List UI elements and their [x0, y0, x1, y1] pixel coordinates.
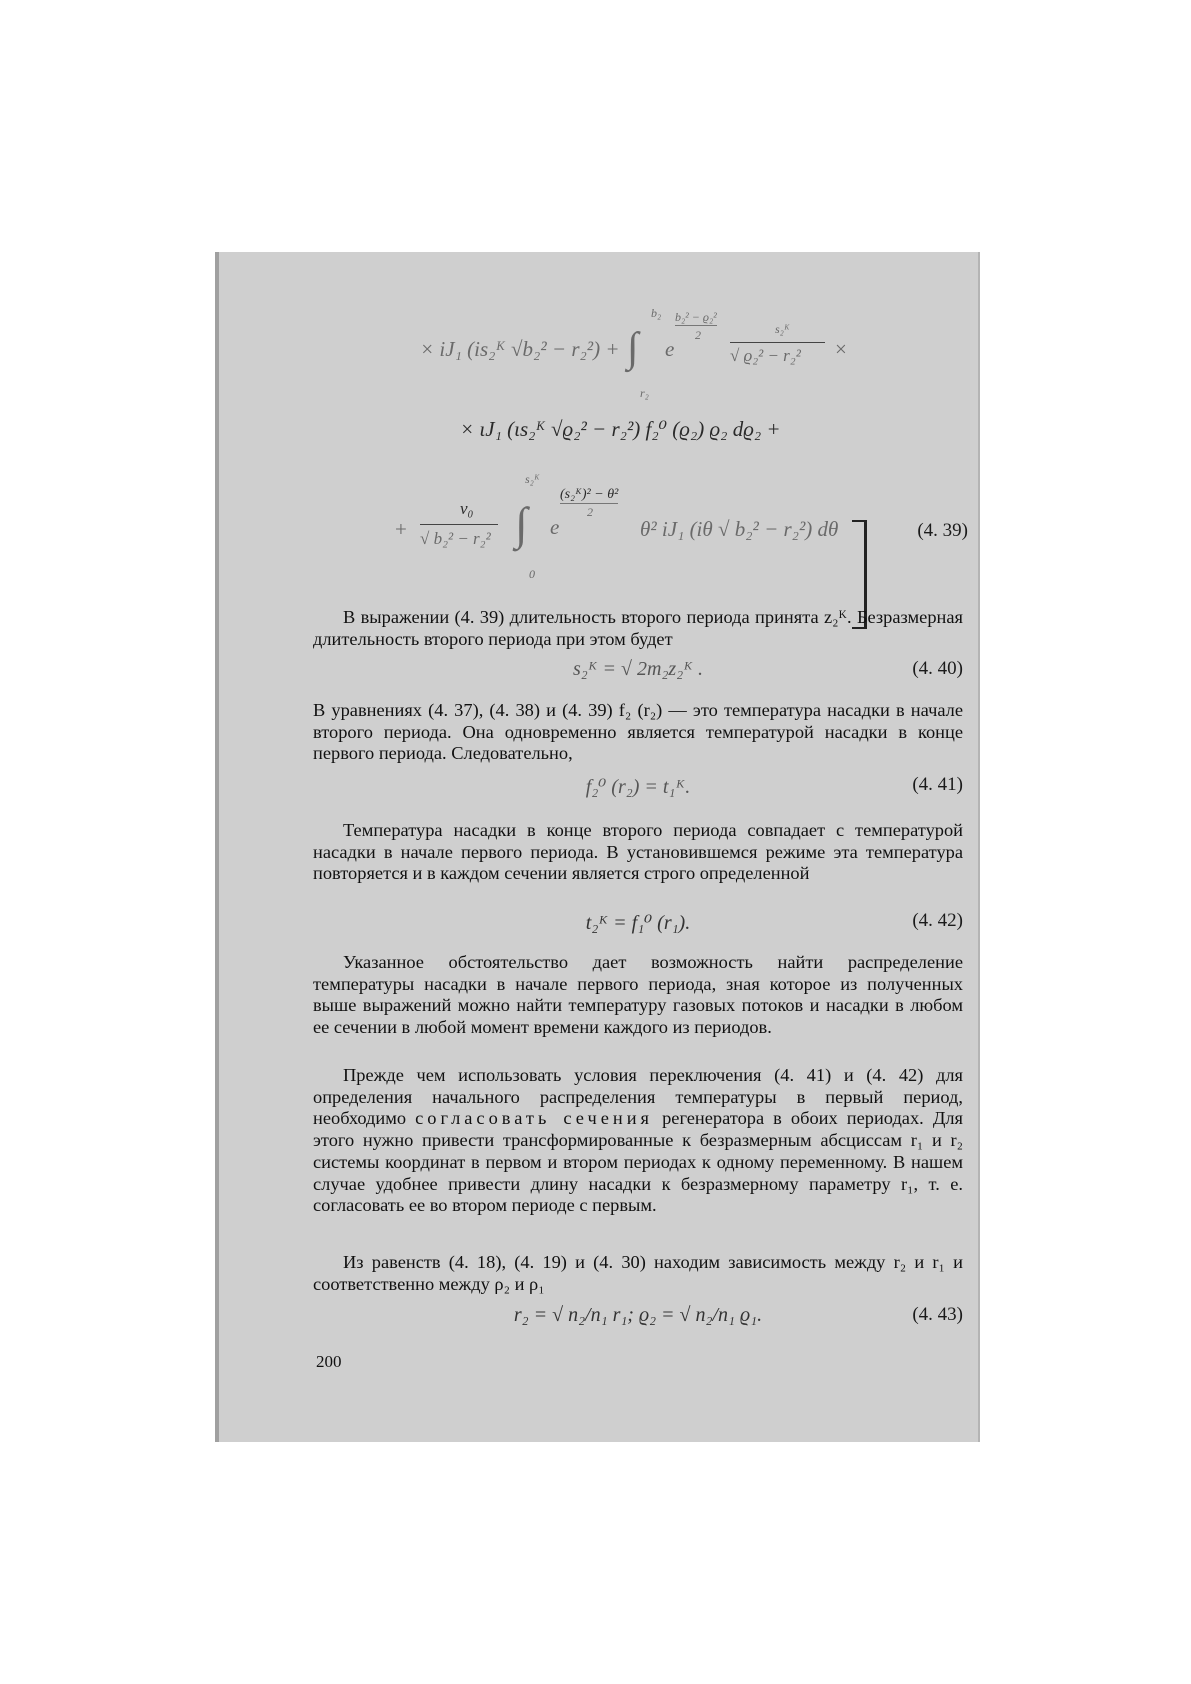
equation-4-43: [313, 1304, 963, 1330]
eq-line3-e: e: [550, 515, 560, 539]
eq-line3-plus: +: [395, 517, 407, 541]
eq-line1-lower-limit: r₂: [640, 386, 649, 400]
paragraph-2: В уравнениях (4. 37), (4. 38) и (4. 39) f₂ (r₂) — это температура насадки в начале второго периода. Она одновременно является температурой насадки в конце первого периода. Следовательно,: [313, 700, 963, 764]
eq-line3-lower-limit: 0: [529, 567, 535, 581]
eq-line1-fraction-den: √ ϱ₂² − r₂²: [730, 346, 801, 365]
eq-line1-exponent-den: 2: [695, 328, 701, 342]
eq-4-41-formula: f₂⁰ (r₂) = t₁ᴷ.: [585, 776, 691, 798]
eq-4-43-formula: r₂ = √ n₂/n₁ r₁; ϱ₂ = √ n₂/n₁ ϱ₁.: [513, 1304, 763, 1326]
eq-line2: × ιJ₁ (ιs₂ᴷ √ϱ₂² − r₂²) f₂⁰ (ϱ₂) ϱ₂ dϱ₂ +: [460, 417, 781, 441]
paragraph-5-end: регенератора в обоих периодах. Для этого нужно привести трансформированные к безразмерным абсциссам r₁ и r₂ системы координат в первом и втором периодах к одному переменному. В нашем случае удобнее привести длину насадки к безразмерному параметру r₁, т. е. согласовать ее во втором периоде с первым.: [313, 1108, 963, 1216]
eq-line1-exponent: b₂² − ϱ₂²: [675, 310, 717, 324]
eq-line1-e: e: [665, 337, 675, 361]
paragraph-1: В выражении (4. 39) длительность второго периода принята z₂ᴷ. Безразмерная длительность второго периода при этом будет: [313, 607, 963, 649]
eq-line1-left: × iJ₁ (is₂ᴷ √b₂² − r₂²) +: [420, 337, 620, 361]
equation-4-40: [313, 658, 963, 684]
eq-number-4-39: (4. 39): [917, 520, 968, 541]
eq-line1-fraction-num: s₂ᴷ: [775, 322, 790, 336]
eq-line1-upper-limit: b₂: [651, 306, 662, 320]
eq-4-42-formula: t₂ᴷ = f₁⁰ (r₁).: [585, 912, 691, 934]
eq-line3-fraction-den: √ b₂² − r₂²: [420, 529, 491, 548]
integral-sign-1: ∫: [627, 325, 639, 371]
equation-4-39: [215, 292, 980, 592]
paragraph-4: Указанное обстоятельство дает возможность найти распределение температуры насадки в начале первого периода, зная которое из полученных выше выражений можно найти температуру газовых потоков и насадки в любом ее сечении в любой момент времени каждого из периодов.: [313, 952, 963, 1038]
integral-sign-2: ∫: [515, 498, 528, 549]
eq-line3-fraction-num: v₀: [460, 499, 474, 518]
eq-number-4-41: (4. 41): [912, 774, 963, 795]
paragraph-5-start: Прежде чем использовать условия переключения (4. 41) и (4. 42) для определения начального распределения температуры в первый период, необходимо: [313, 1065, 963, 1129]
scanned-page: [215, 252, 980, 1442]
eq-line3-integrand: θ² iJ₁ (iθ √ b₂² − r₂²) dθ: [640, 517, 839, 541]
equation-4-41: [313, 774, 963, 800]
eq-line3-exponent-den: 2: [587, 505, 593, 519]
paragraph-6: Из равенств (4. 18), (4. 19) и (4. 30) находим зависимость между r₂ и r₁ и соответственно между ρ₂ и ρ₁: [313, 1252, 963, 1294]
eq-line3-exponent: (s₂ᴷ)² − θ²: [560, 487, 619, 502]
page-number: 200: [316, 1352, 342, 1371]
eq-number-4-42: (4. 42): [912, 910, 963, 931]
equation-4-42: [313, 910, 963, 936]
paragraph-5-emphasis: согласовать сечения: [415, 1108, 654, 1129]
eq-line3-upper-limit: s₂ᴷ: [525, 472, 540, 486]
eq-number-4-43: (4. 43): [912, 1304, 963, 1325]
paragraph-3: Температура насадки в конце второго периода совпадает с температурой насадки в начале первого периода. В установившемся режиме эта температура повторяется и в каждом сечении является строго определенной: [313, 820, 963, 884]
eq-number-4-40: (4. 40): [912, 658, 963, 679]
eq-4-40-formula: s₂ᴷ = √ 2m₂z₂ᴷ .: [572, 658, 704, 680]
eq-line1-times: ×: [835, 337, 847, 361]
eq-line1-fraction-bar: [730, 342, 825, 343]
paragraph-5: [313, 1065, 963, 1217]
eq-line3-fraction-bar: [420, 524, 498, 525]
